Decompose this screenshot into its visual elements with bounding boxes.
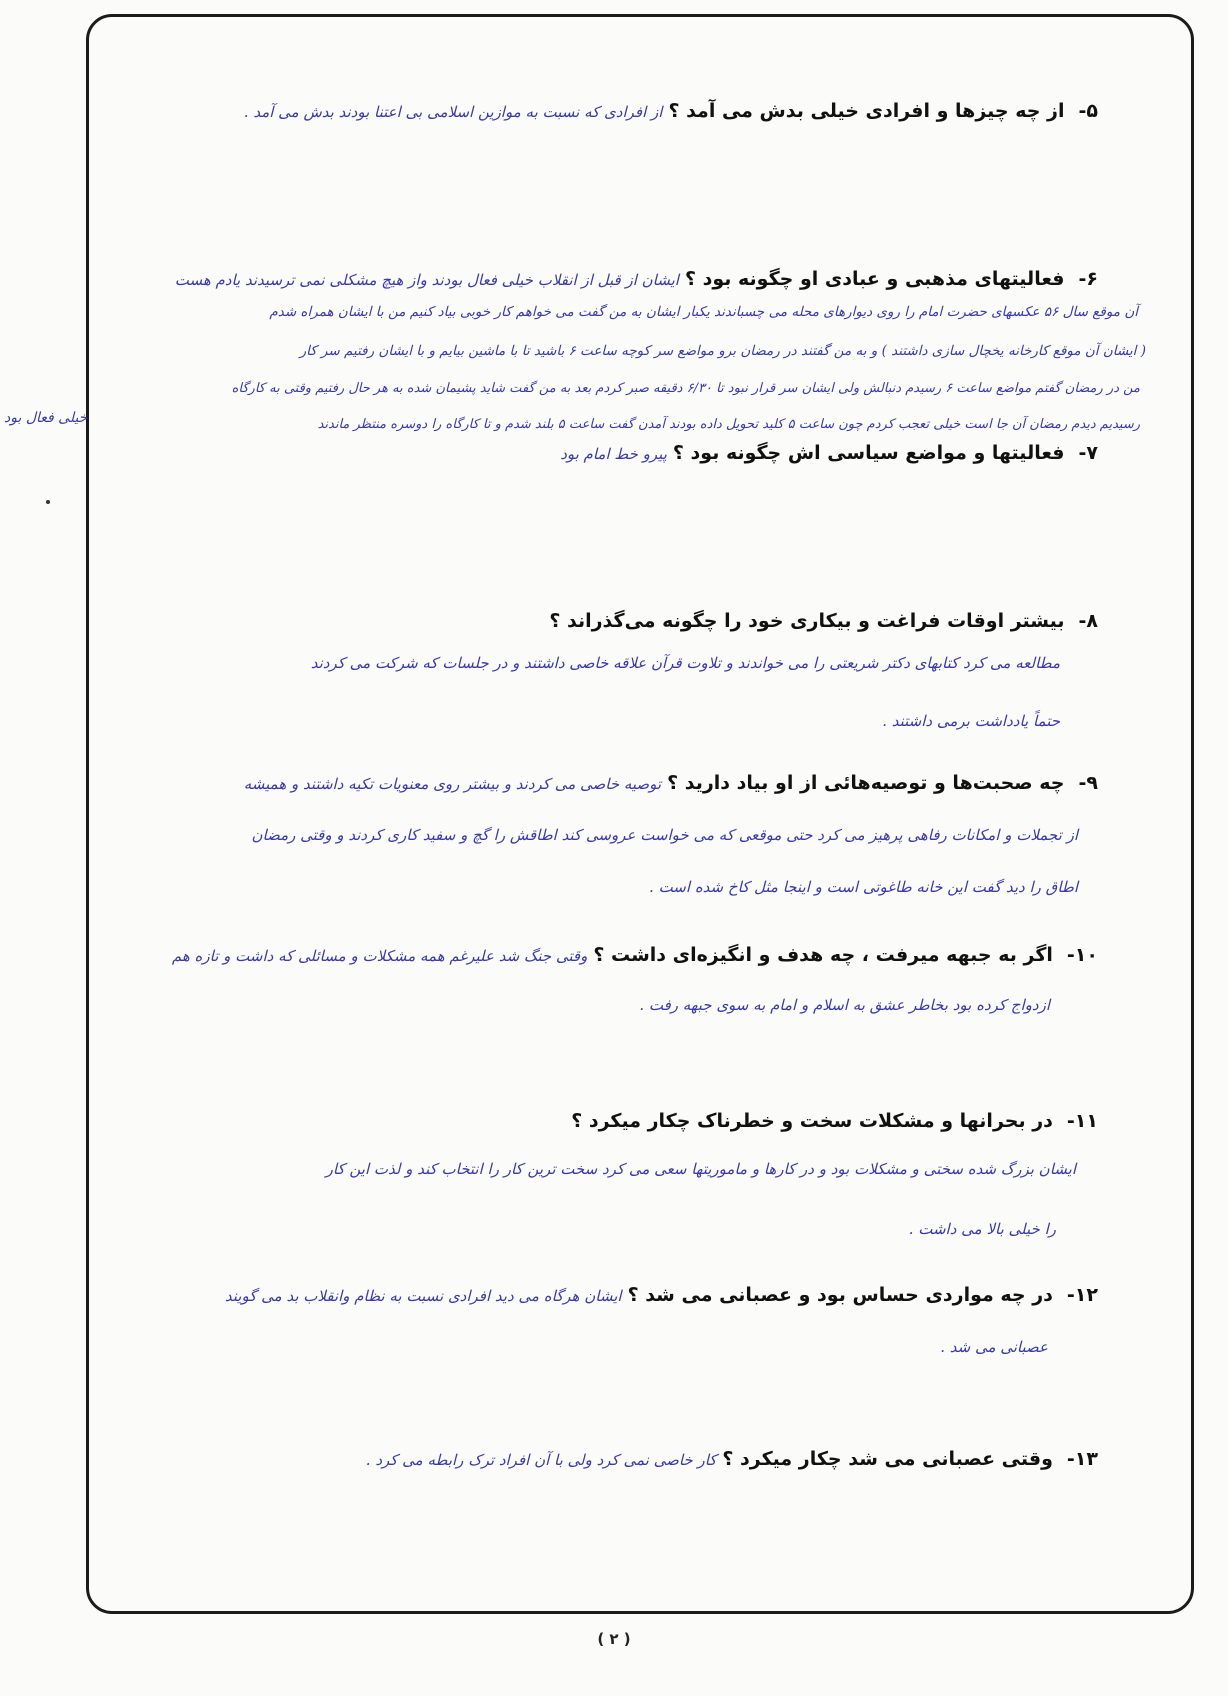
handwritten-answer: از افرادی که نسبت به موازین اسلامی بی اعتنا بودند بدش می آمد . — [243, 103, 663, 121]
question-text: فعالیتها و مواضع سیاسی اش چگونه بود ؟ — [672, 442, 1065, 464]
handwritten-line: ایشان بزرگ شده سختی و مشکلات بود و در کارها و ماموریتها سعی می کرد سخت ترین کار را انتخاب کند و لذت این کار — [325, 1160, 1076, 1178]
question-text: در بحرانها و مشکلات سخت و خطرناک چکار میکرد ؟ — [571, 1110, 1053, 1132]
margin-note: خیلی فعال بود — [4, 410, 88, 426]
question-text: فعالیتهای مذهبی و عبادی او چگونه بود ؟ — [684, 268, 1065, 290]
question-text: اگر به جبهه میرفت ، چه هدف و انگیزه‌ای داشت ؟ — [593, 944, 1053, 966]
question-number: ۹- — [1078, 772, 1098, 794]
question-number: ۱۰- — [1066, 944, 1098, 966]
question-number: ۱۳- — [1066, 1448, 1098, 1470]
question-9 — [244, 772, 1098, 794]
question-text: چه صحبت‌ها و توصیه‌هائی از او بیاد دارید ؟ — [667, 772, 1065, 794]
handwritten-line: مطالعه می کرد کتابهای دکتر شریعتی را می خواندند و تلاوت قرآن علاقه خاصی داشتند و در جلسات که شرکت می کردند — [310, 654, 1060, 672]
page-border — [86, 14, 1194, 1614]
handwritten-answer: کار خاصی نمی کرد ولی با آن افراد ترک رابطه می کرد . — [365, 1451, 717, 1469]
handwritten-line: ( ایشان آن موقع کارخانه یخچال سازی داشتند ) و به من گفتند در رمضان برو مواضع سر کوچه ساعت ۶ باشید تا با ماشین بیایم و با ایشان رفتیم سر کار — [299, 343, 1146, 359]
question-text: در چه مواردی حساس بود و عصبانی می شد ؟ — [627, 1284, 1053, 1306]
handwritten-line: حتماً یادداشت برمی داشتند . — [882, 712, 1060, 730]
handwritten-line: رسیدیم دیدم رمضان آن جا است خیلی تعجب کردم چون ساعت ۵ کلید تحویل داده بودند آمدن گفت ساعت ۵ بلند شدم و تا کارگاه را دوسره منتظر ماندند — [317, 417, 1140, 432]
question-number: ۱۲- — [1066, 1284, 1098, 1306]
question-13 — [366, 1448, 1098, 1470]
question-12 — [225, 1284, 1098, 1306]
handwritten-answer: پیرو خط امام بود — [560, 445, 667, 463]
handwritten-line: از تجملات و امکانات رفاهی پرهیز می کرد حتی موقعی که می خواست عروسی کند اطاقش را گچ و سفید کاری کردند و وقتی رمضان — [251, 826, 1078, 844]
question-number: ۷- — [1078, 442, 1098, 464]
question-number: ۸- — [1078, 610, 1098, 632]
handwritten-line: عصبانی می شد . — [940, 1338, 1048, 1356]
handwritten-answer: توصیه خاصی می کردند و بیشتر روی معنویات تکیه داشتند و همیشه — [243, 775, 662, 793]
question-10 — [172, 944, 1098, 966]
handwritten-line: اطاق را دید گفت این خانه طاغوتی است و اینجا مثل کاخ شده است . — [649, 878, 1078, 896]
handwritten-line: آن موقع سال ۵۶ عکسهای حضرت امام را روی دیوارهای محله می چسباندند یکبار ایشان به من گفت می خواهم کار خوبی بیاد کنیم من با ایشان همراه شدم — [269, 304, 1138, 320]
question-6 — [175, 268, 1098, 290]
question-5 — [244, 100, 1098, 122]
question-11 — [571, 1110, 1098, 1132]
page-number: ( ۲ ) — [597, 1630, 631, 1648]
handwritten-answer: ایشان از قبل از انقلاب خیلی فعال بودند واز هیچ مشکلی نمی ترسیدند یادم هست — [174, 271, 679, 289]
handwritten-line: ازدواج کرده بود بخاطر عشق به اسلام و امام به سوی جبهه رفت . — [639, 996, 1050, 1014]
question-number: ۵- — [1078, 100, 1098, 122]
question-text: بیشتر اوقات فراغت و بیکاری خود را چگونه می‌گذراند ؟ — [549, 610, 1065, 632]
handwritten-answer: ایشان هرگاه می دید افرادی نسبت به نظام وانقلاب بد می گویند — [224, 1287, 622, 1305]
handwritten-line: را خیلی بالا می داشت . — [908, 1220, 1056, 1238]
question-7 — [560, 442, 1098, 464]
question-number: ۶- — [1078, 268, 1098, 290]
question-number: ۱۱- — [1066, 1110, 1098, 1132]
question-text: از چه چیزها و افرادی خیلی بدش می آمد ؟ — [668, 100, 1065, 122]
handwritten-answer: وقتی جنگ شد علیرغم همه مشکلات و مسائلی که داشت و تازه هم — [171, 947, 588, 965]
question-text: وقتی عصبانی می شد چکار میکرد ؟ — [722, 1448, 1053, 1470]
ink-dot — [46, 500, 50, 504]
handwritten-line: من در رمضان گفتم مواضع ساعت ۶ رسیدم دنبالش ولی ایشان سر قرار نبود تا ۶/۳۰ دقیقه صبر کردم بعد به من گفت شاید پشیمان شده به هر حال رفتیم وقتی به کارگاه — [231, 381, 1140, 396]
question-8 — [549, 610, 1098, 632]
